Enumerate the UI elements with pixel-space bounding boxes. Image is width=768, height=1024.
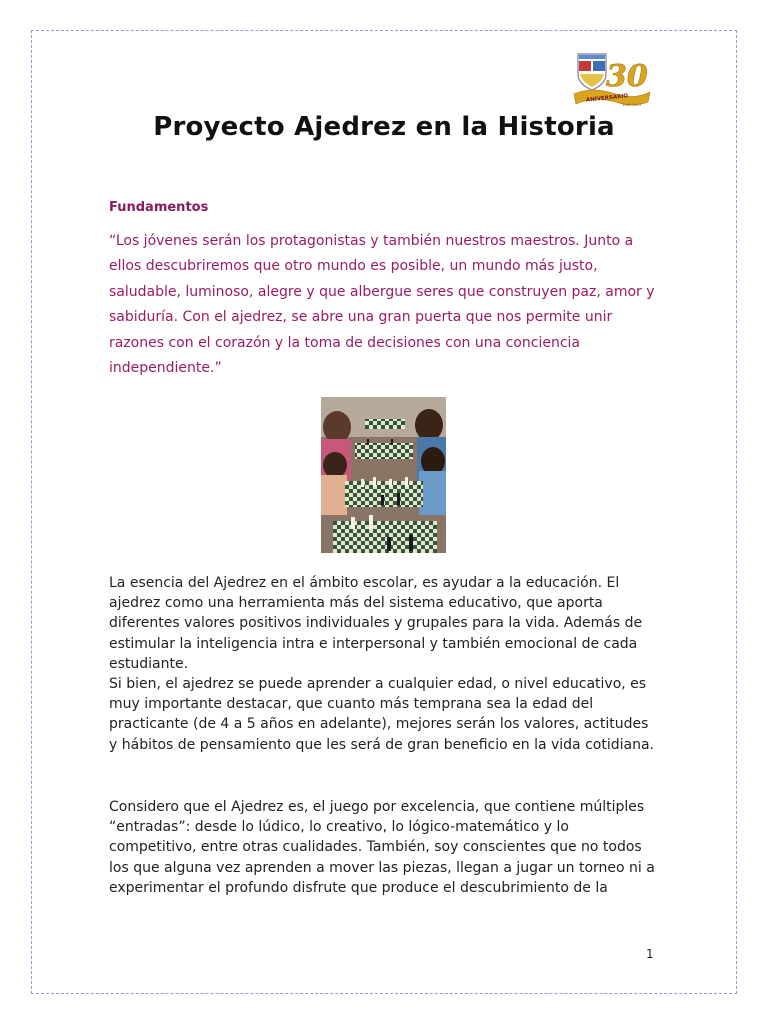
section-heading-fundamentos: Fundamentos <box>109 200 209 215</box>
logo-ribbon-text: ANIVERSARIO <box>585 93 629 104</box>
paragraph-esencia: La esencia del Ajedrez en el ámbito escolar, es ayudar a la educación. El ajedrez como una herramienta más del sistema educativo, que aporta diferentes valores positivos individuales y grupales para la vida. Además de estimular la inteligencia intra e interpersonal y también emocional de cada estudiante. <box>109 575 643 672</box>
body-paragraph-1 <box>109 573 659 755</box>
page-number: 1 <box>646 947 654 961</box>
logo-years: 1985-2015 <box>622 103 642 107</box>
anniversary-logo <box>572 52 652 108</box>
fundamentos-quote: “Los jóvenes serán los protagonistas y también nuestros maestros. Junto a ellos descubriremos que otro mundo es posible, un mundo más justo, saludable, luminoso, alegre y que albergue seres que construyen paz, amor y sabiduría. Con el ajedrez, se abre una gran puerta que nos permite unir razones con el corazón y la toma de decisiones con una conciencia independiente.” <box>109 233 655 377</box>
logo-number: 30 <box>606 59 648 94</box>
paragraph-si-bien: Si bien, el ajedrez se puede aprender a cualquier edad, o nivel educativo, es muy importante destacar, que cuanto más temprana sea la edad del practicante (de 4 a 5 años en adelante), mejores serán los valores, actitudes y hábitos de pensamiento que les será de gran beneficio en la vida cotidiana. <box>109 676 654 753</box>
page-title: Proyecto Ajedrez en la Historia <box>153 112 615 142</box>
chess-players-photo <box>321 397 446 553</box>
body-paragraph-2: Considero que el Ajedrez es, el juego por excelencia, que contiene múltiples “entradas”: desde lo lúdico, lo creativo, lo lógico-matemático y lo competitivo, entre otras cualidades. También, soy conscientes que no todos los que alguna vez aprenden a mover las piezas, llegan a jugar un torneo ni a experimentar el profundo disfrute que produce el descubrimiento de la <box>109 799 655 896</box>
